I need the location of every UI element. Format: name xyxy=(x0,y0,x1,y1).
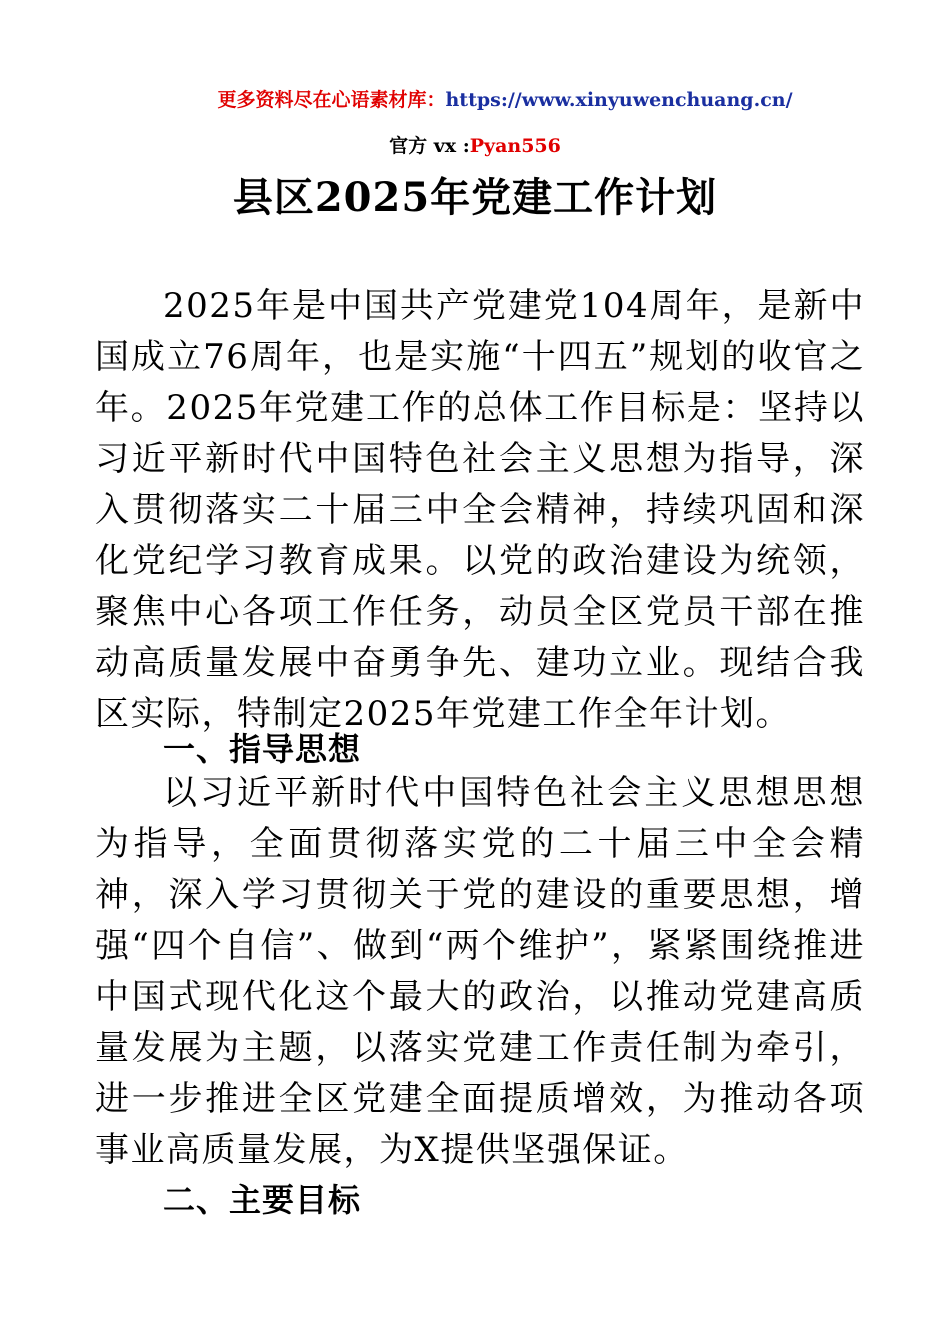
promo-text: 更多资料尽在心语素材库： xyxy=(217,89,446,111)
guiding-ideology-paragraph: 以习近平新时代中国特色社会主义思想思想为指导，全面贯彻落实党的二十届三中全会精神，深入学习贯彻关于党的建设的重要思想，增强“四个自信”、做到“两个维护”，紧紧围绕推进中国式现代化这个最大的政治，以推动党建高质量发展为主题，以落实党建工作责任制为牵引，进一步推进全区党建全面提质增效，为推动各项事业高质量发展，为X提供坚强保证。 xyxy=(95,773,865,1170)
contact-id: Pyan556 xyxy=(469,135,561,157)
promo-header xyxy=(0,86,950,114)
section-heading-main-goals: 二、主要目标 xyxy=(163,1181,362,1219)
intro-paragraph: 2025年是中国共产党建党104周年，是新中国成立76周年，也是实施“十四五”规划的收官之年。2025年党建工作的总体工作目标是：坚持以习近平新时代中国特色社会主义思想为指导，深入贯彻落实二十届三中全会精神，持续巩固和深化党纪学习教育成果。以党的政治建设为统领，聚焦中心各项工作任务，动员全区党员干部在推动高质量发展中奋勇争先、建功立业。现结合我区实际，特制定2025年党建工作全年计划。 xyxy=(95,286,865,734)
contact-header xyxy=(0,132,950,160)
promo-link[interactable]: https://www.xinyuwenchuang.cn/ xyxy=(445,89,793,111)
contact-label: 官方 vx : xyxy=(389,135,470,157)
section-heading-guiding-ideology: 一、指导思想 xyxy=(163,730,362,768)
document-title: 县区2025年党建工作计划 xyxy=(232,174,718,221)
